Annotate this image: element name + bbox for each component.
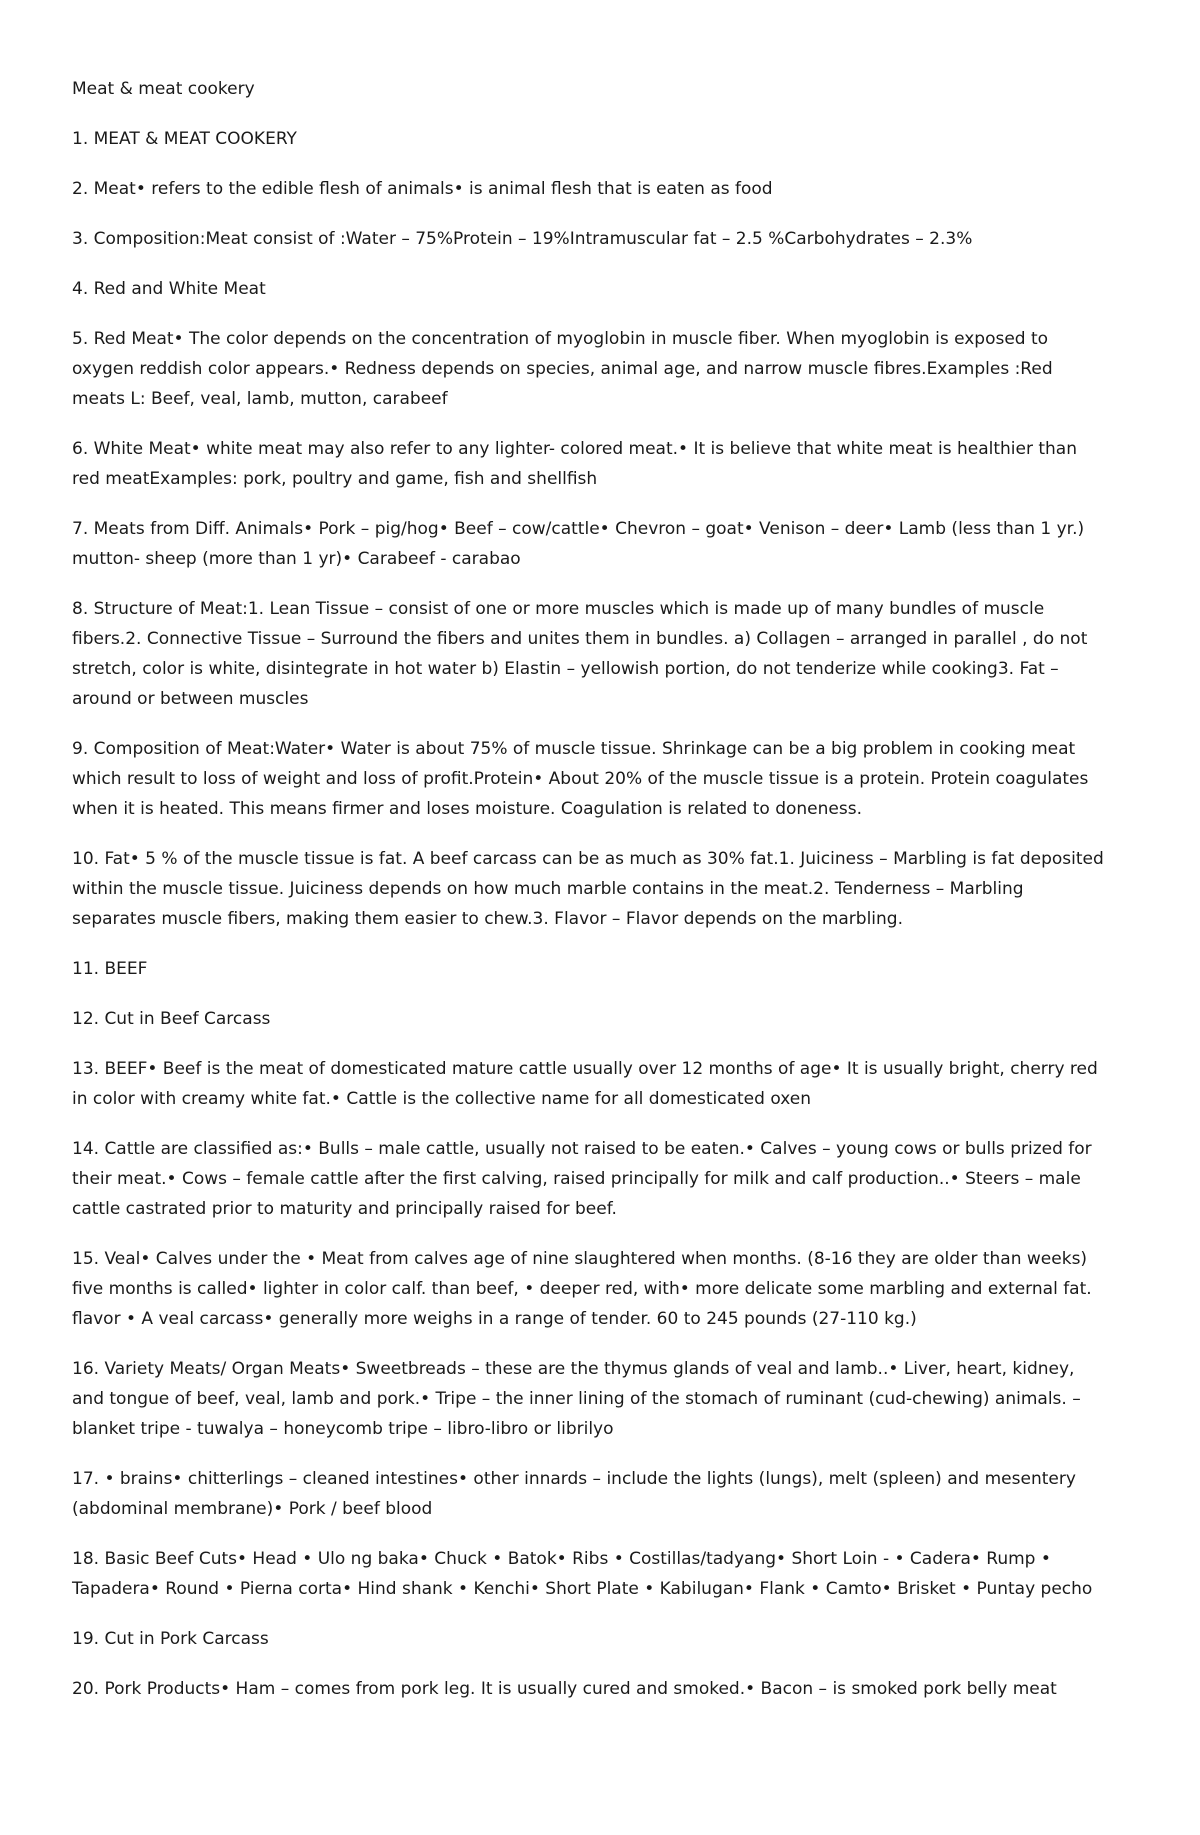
paragraph-10: 10. Fat• 5 % of the muscle tissue is fat. A beef carcass can be as much as 30% fat.1. Juiciness – Marbling is fat deposited within the muscle tissue. Juiciness depends on how much marble contains in the meat.2. Tenderness – Marbling separates muscle fibers, making them easier to chew.3. Flavor – Flavor depends on the marbling.	[72, 849, 1104, 929]
paragraph-13: 13. BEEF• Beef is the meat of domesticated mature cattle usually over 12 months of age• It is usually bright, cherry red in color with creamy white fat.• Cattle is the collective name for all domesticated oxen	[72, 1059, 1098, 1109]
paragraph-12: 12. Cut in Beef Carcass	[72, 1009, 271, 1029]
paragraph-7: 7. Meats from Diff. Animals• Pork – pig/hog• Beef – cow/cattle• Chevron – goat• Venison – deer• Lamb (less than 1 yr.) mutton- sheep (more than 1 yr)• Carabeef - carabao	[72, 519, 1085, 569]
paragraph-8: 8. Structure of Meat:1. Lean Tissue – consist of one or more muscles which is made up of many bundles of muscle fibers.2. Connective Tissue – Surround the fibers and unites them in bundles. a) Collagen – arranged in parallel , do not stretch, color is white, disintegrate in hot water b) Elastin – yellowish portion, do not tenderize while cooking3. Fat – around or between muscles	[72, 599, 1088, 709]
paragraph-14: 14. Cattle are classified as:• Bulls – male cattle, usually not raised to be eaten.• Calves – young cows or bulls prized for their meat.• Cows – female cattle after the first calving, raised principally for milk and calf production..• Steers – male cattle castrated prior to maturity and principally raised for beef.	[72, 1139, 1092, 1219]
paragraph-18: 18. Basic Beef Cuts• Head • Ulo ng baka• Chuck • Batok• Ribs • Costillas/tadyang• Short Loin - • Cadera• Rump • Tapadera• Round • Pierna corta• Hind shank • Kenchi• Short Plate • Kabilugan• Flank • Camto• Brisket • Puntay pecho	[72, 1549, 1093, 1599]
paragraph-11: 11. BEEF	[72, 959, 148, 979]
paragraph-15: 15. Veal• Calves under the • Meat from calves age of nine slaughtered when months. (8-16 they are older than weeks) five months is called• lighter in color calf. than beef, • deeper red, with• more delicate some marbling and external fat. flavor • A veal carcass• generally more weighs in a range of tender. 60 to 245 pounds (27-110 kg.)	[72, 1249, 1092, 1329]
paragraph-20: 20. Pork Products• Ham – comes from pork leg. It is usually cured and smoked.• Bacon – is smoked pork belly meat	[72, 1679, 1057, 1699]
paragraph-19: 19. Cut in Pork Carcass	[72, 1629, 269, 1649]
paragraph-16: 16. Variety Meats/ Organ Meats• Sweetbreads – these are the thymus glands of veal and lamb..• Liver, heart, kidney, and tongue of beef, veal, lamb and pork.• Tripe – the inner lining of the stomach of ruminant (cud-chewing) animals. – blanket tripe - tuwalya – honeycomb tripe – libro-libro or librilyo	[72, 1359, 1081, 1439]
document-title: Meat & meat cookery	[72, 79, 255, 99]
paragraph-3: 3. Composition:Meat consist of :Water – 75%Protein – 19%Intramuscular fat – 2.5 %Carbohydrates – 2.3%	[72, 229, 973, 249]
paragraph-5: 5. Red Meat• The color depends on the concentration of myoglobin in muscle fiber. When myoglobin is exposed to oxygen reddish color appears.• Redness depends on species, animal age, and narrow muscle fibres.Examples :Red meats L: Beef, veal, lamb, mutton, carabeef	[72, 329, 1053, 409]
paragraph-17: 17. • brains• chitterlings – cleaned intestines• other innards – include the lights (lungs), melt (spleen) and mesentery (abdominal membrane)• Pork / beef blood	[72, 1469, 1076, 1519]
paragraph-4: 4. Red and White Meat	[72, 279, 266, 299]
paragraph-6: 6. White Meat• white meat may also refer to any lighter- colored meat.• It is believe that white meat is healthier than red meatExamples: pork, poultry and game, fish and shellfish	[72, 439, 1077, 489]
paragraph-9: 9. Composition of Meat:Water• Water is about 75% of muscle tissue. Shrinkage can be a big problem in cooking meat which result to loss of weight and loss of profit.Protein• About 20% of the muscle tissue is a protein. Protein coagulates when it is heated. This means firmer and loses moisture. Coagulation is related to doneness.	[72, 739, 1089, 819]
paragraph-2: 2. Meat• refers to the edible flesh of animals• is animal flesh that is eaten as food	[72, 179, 773, 199]
paragraph-1: 1. MEAT & MEAT COOKERY	[72, 129, 297, 149]
